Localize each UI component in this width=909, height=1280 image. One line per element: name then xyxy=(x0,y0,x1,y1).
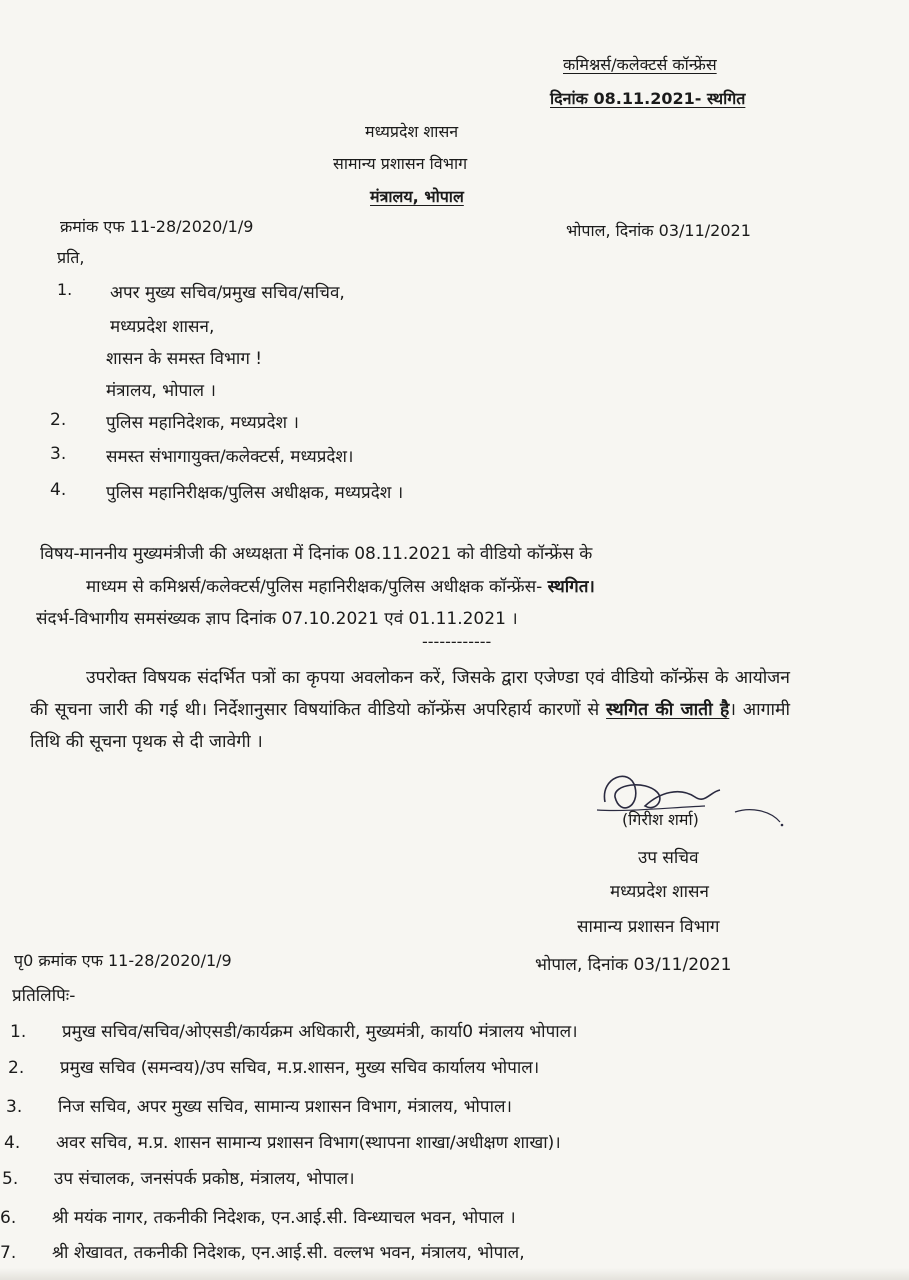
page-bottom-edge xyxy=(0,1268,909,1280)
copy-item xyxy=(0,1205,516,1228)
signatory-name: (गिरीश शर्मा) xyxy=(622,810,699,829)
copy-item-text: अवर सचिव, म.प्र. शासन सामान्य प्रशासन विभाग(स्थापना शाखा/अधीक्षण शाखा)। xyxy=(56,1133,561,1153)
body-text-part-2: । आगामी तिथि की सूचना पृथक से दी जावेगी । xyxy=(30,700,791,752)
conference-label: कमिश्नर्स/कलेक्टर्स कॉन्फ्रेंस xyxy=(563,55,717,74)
copy-item xyxy=(8,1055,539,1078)
endorsement-place-date: भोपाल, दिनांक 03/11/2021 xyxy=(535,955,732,975)
subject-status: स्थगित। xyxy=(547,577,595,597)
addressee-num: 1. xyxy=(57,280,73,299)
copy-item xyxy=(0,1240,525,1263)
body-emphasis: स्थगित की जाती है xyxy=(606,700,730,720)
office-line-3: मंत्रालय, भोपाल xyxy=(370,187,464,206)
subject-line-2 xyxy=(86,574,595,597)
copy-item-num: 1. xyxy=(10,1022,27,1042)
copy-item-text: निज सचिव, अपर मुख्य सचिव, सामान्य प्रशासन विभाग, मंत्रालय, भोपाल। xyxy=(58,1097,512,1117)
body-paragraph xyxy=(30,662,790,758)
copy-item-num: 2. xyxy=(8,1058,25,1078)
addressee-line: पुलिस महानिरीक्षक/पुलिस अधीक्षक, मध्यप्रदेश । xyxy=(106,483,404,503)
body-text-part-1: उपरोक्त विषयक संदर्भित पत्रों का कृपया अवलोकन करें, जिसके द्वारा एजेण्डा एवं वीडियो कॉन्फ्रेंस के आयोजन की सूचना जारी की गई थी। निर्देशानुसार विषयांकित वीडियो कॉन्फ्रेंस अपरिहार्य कारणों से xyxy=(30,668,790,720)
copy-item-text: श्री मयंक नागर, तकनीकी निदेशक, एन.आई.सी. विन्ध्याचल भवन, भोपाल । xyxy=(52,1208,516,1228)
copy-item xyxy=(4,1130,561,1153)
copy-item xyxy=(10,1019,578,1042)
addressee-line: मध्यप्रदेश शासन, xyxy=(110,317,215,337)
signatory-designation: उप सचिव xyxy=(638,848,699,868)
divider: ------------ xyxy=(422,632,492,651)
copy-item-text: प्रमुख सचिव (समन्वय)/उप सचिव, म.प्र.शासन, मुख्य सचिव कार्यालय भोपाल। xyxy=(60,1058,540,1078)
copy-item-num: 4. xyxy=(4,1133,21,1153)
copy-label: प्रतिलिपिः- xyxy=(12,986,76,1006)
endorsement-ref-no: पृ0 क्रमांक एफ 11-28/2020/1/9 xyxy=(14,951,232,970)
subject-line-2-text: माध्यम से कमिश्नर्स/कलेक्टर्स/पुलिस महानिरीक्षक/पुलिस अधीक्षक कॉन्फ्रेंस- xyxy=(86,577,543,597)
copy-item-num: 3. xyxy=(6,1097,23,1117)
reference-line: संदर्भ-विभागीय समसंख्यक ज्ञाप दिनांक 07.10.2021 एवं 01.11.2021 । xyxy=(36,609,518,629)
addressee-num: 2. xyxy=(50,410,67,430)
addressee-line: अपर मुख्य सचिव/प्रमुख सचिव/सचिव, xyxy=(110,283,345,303)
copy-item-text: प्रमुख सचिव/सचिव/ओएसडी/कार्यक्रम अधिकारी, मुख्यमंत्री, कार्या0 मंत्रालय भोपाल। xyxy=(62,1022,578,1042)
addressee-line: पुलिस महानिदेशक, मध्यप्रदेश । xyxy=(106,413,299,433)
subject-line-1: विषय-माननीय मुख्यमंत्रीजी की अध्यक्षता में दिनांक 08.11.2021 को वीडियो कॉन्फ्रेंस के xyxy=(40,544,593,564)
signatory-org-1: मध्यप्रदेश शासन xyxy=(610,882,709,902)
memo-ref-no: क्रमांक एफ 11-28/2020/1/9 xyxy=(60,217,254,236)
copy-item xyxy=(6,1094,512,1117)
addressee-line: मंत्रालय, भोपाल । xyxy=(106,381,216,401)
addressee-num: 4. xyxy=(50,480,67,500)
copy-item-num: 5. xyxy=(2,1169,19,1189)
copy-item-text: श्री शेखावत, तकनीकी निदेशक, एन.आई.सी. वल्लभ भवन, मंत्रालय, भोपाल, xyxy=(52,1243,525,1263)
memo-place-date: भोपाल, दिनांक 03/11/2021 xyxy=(566,221,751,240)
copy-item-text: उप संचालक, जनसंपर्क प्रकोष्ठ, मंत्रालय, भोपाल। xyxy=(54,1169,355,1189)
to-label: प्रति, xyxy=(57,248,85,267)
copy-item-num: 7. xyxy=(0,1243,17,1263)
addressee-line: शासन के समस्त विभाग ! xyxy=(106,349,263,369)
addressee-line: समस्त संभागायुक्त/कलेक्टर्स, मध्यप्रदेश। xyxy=(106,447,354,467)
status-line: दिनांक 08.11.2021- स्थगित xyxy=(550,89,746,108)
addressee-num: 3. xyxy=(50,444,67,464)
office-line-2: सामान्य प्रशासन विभाग xyxy=(333,154,468,173)
copy-item-num: 6. xyxy=(0,1208,17,1228)
office-line-1: मध्यप्रदेश शासन xyxy=(365,122,459,141)
signatory-org-2: सामान्य प्रशासन विभाग xyxy=(577,917,720,937)
copy-item xyxy=(2,1166,355,1189)
